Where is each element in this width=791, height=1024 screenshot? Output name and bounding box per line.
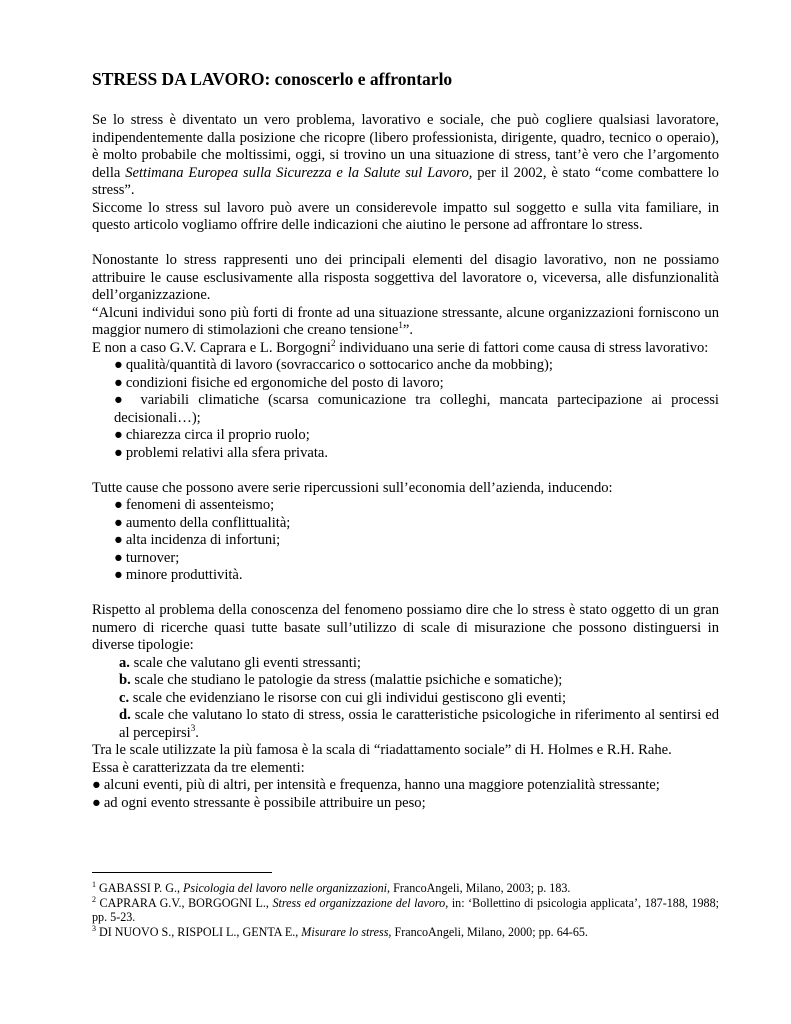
footnote-text: CAPRARA G.V., BORGOGNI L., xyxy=(96,895,273,910)
factors-list xyxy=(92,357,719,462)
causes-paragraph: Nonostante lo stress rappresenti uno dei principali elementi del disagio lavorativo, non ne possiamo attribuire le cause esclusivamente alla risposta soggettiva del lavoratore o, viceversa, alle disfunzionalità dell’organizzazione. xyxy=(92,252,719,303)
list-item-text: minore produttività. xyxy=(125,567,243,583)
list-letter: a. xyxy=(119,654,130,671)
footnote-title: Psicologia del lavoro nelle organizzazioni xyxy=(183,881,388,895)
list-item xyxy=(92,497,719,515)
list-item xyxy=(92,655,719,673)
purpose-paragraph: Siccome lo stress sul lavoro può avere un considerevole impatto sul soggetto e sulla vita familiare, in questo articolo vogliamo offrire delle indicazioni che aiutino le persone ad affrontare lo stress. xyxy=(92,199,719,233)
list-item-text: turnover; xyxy=(125,549,180,566)
list-item-text: scale che valutano gli eventi stressanti; xyxy=(129,654,361,671)
footnote-separator xyxy=(92,872,272,873)
list-item xyxy=(92,672,719,690)
footnote-2 xyxy=(92,896,719,925)
list-item xyxy=(92,567,719,585)
list-item xyxy=(92,532,719,550)
intro-text-end: per il 2002, è stato “come combattere lo stress”. xyxy=(92,164,719,198)
bullet-icon: ● xyxy=(114,497,123,513)
caprara-text: E non a caso G.V. Caprara e L. Borgogni xyxy=(92,339,331,356)
elements-intro: Essa è caratterizzata da tre elementi: xyxy=(92,759,305,776)
list-item-text: aumento della conflittualità; xyxy=(125,514,291,531)
consequences-paragraph: Tutte cause che possono avere serie ripercussioni sull’economia dell’azienda, inducendo: xyxy=(92,479,613,496)
list-item xyxy=(92,375,719,393)
list-item-text: ad ogni evento stressante è possibile attribuire un peso; xyxy=(103,794,426,811)
bullet-icon: ● xyxy=(114,532,123,548)
scales-list xyxy=(92,655,719,743)
bullet-icon: ● xyxy=(114,427,123,443)
footnote-text-end: , FrancoAngeli, Milano, 2003; p. 183. xyxy=(387,881,571,895)
document-body xyxy=(92,68,719,812)
list-item xyxy=(92,690,719,708)
bullet-icon: ● xyxy=(114,514,123,531)
list-item-text: fenomeni di assenteismo; xyxy=(125,497,275,513)
footnote-title: Misurare lo stress, xyxy=(301,924,392,939)
footnote-text-end: FrancoAngeli, Milano, 2000; pp. 64-65. xyxy=(391,924,588,939)
list-item xyxy=(92,707,719,742)
footnote-number: 3 xyxy=(92,923,96,933)
quote-text: “Alcuni individui sono più forti di fronte ad una situazione stressante, alcune organizzazioni forniscono un maggior numero di stimolazioni che creano tensione xyxy=(92,304,719,338)
list-item-text: chiarezza circa il proprio ruolo; xyxy=(125,427,310,443)
footnote-3 xyxy=(92,925,719,940)
bullet-icon: ● xyxy=(114,444,123,461)
list-item-text: scale che studiano le patologie da stress (malattie psichiche e somatiche); xyxy=(130,672,563,688)
bullet-icon: ● xyxy=(114,567,123,583)
intro-text: Se lo stress è diventato un vero problema, lavorativo e sociale, che può cogliere qualsiasi lavoratore, indipendentemente dalla posizione che ricopre (libero professionista, dirigente, quadro, tecnico o operaio), è molto probabile che moltissimi, oggi, si trovino un una situazione di stress, tant’è vero che l’argomento della xyxy=(92,112,719,181)
bullet-icon: ● xyxy=(114,374,123,391)
list-item-text: alta incidenza di infortuni; xyxy=(125,532,281,548)
footnote-ref-1: 1 xyxy=(398,320,403,331)
list-letter: b. xyxy=(119,672,131,688)
list-item xyxy=(92,795,719,813)
holmes-rahe-paragraph: Tra le scale utilizzate la più famosa è la scala di “riadattamento sociale” di H. Holmes e R.H. Rahe. xyxy=(92,742,672,758)
list-letter: d. xyxy=(119,707,131,723)
footnote-number: 1 xyxy=(92,879,96,889)
footnote-text: DI NUOVO S., RISPOLI L., GENTA E., xyxy=(96,924,302,939)
caprara-paragraph xyxy=(92,337,719,358)
list-item-end: . xyxy=(195,724,199,741)
intro-italic: Settimana Europea sulla Sicurezza e la Salute sul Lavoro, xyxy=(125,164,473,181)
list-item xyxy=(92,357,719,375)
bullet-icon: ● xyxy=(92,777,101,793)
list-item xyxy=(92,392,719,427)
bullet-icon: ● xyxy=(114,549,123,566)
list-item xyxy=(92,427,719,445)
effects-list xyxy=(92,497,719,585)
footnote-1 xyxy=(92,881,719,896)
bullet-icon: ● xyxy=(114,357,123,373)
list-item xyxy=(92,515,719,533)
footnotes xyxy=(92,872,719,939)
footnote-text: GABASSI P. G., xyxy=(96,881,184,895)
list-item-text: condizioni fisiche ed ergonomiche del posto di lavoro; xyxy=(125,374,444,391)
list-item xyxy=(92,550,719,568)
list-item-text: alcuni eventi, più di altri, per intensità e frequenza, hanno una maggiore potenzialità stressante; xyxy=(103,777,660,793)
list-item-text: scale che valutano lo stato di stress, ossia le caratteristiche psicologiche in riferimento al sentirsi ed al percepirsi xyxy=(119,707,719,741)
quote-paragraph xyxy=(92,305,719,340)
quote-end: ”. xyxy=(402,322,414,338)
list-item xyxy=(92,445,719,463)
intro-paragraph xyxy=(92,112,719,200)
list-item-text: variabili climatiche (scarsa comunicazione tra colleghi, mancata partecipazione ai processi decisionali…); xyxy=(114,392,719,426)
list-item xyxy=(92,777,719,795)
footnote-ref-3: 3 xyxy=(190,722,196,733)
document-title: STRESS DA LAVORO: conoscerlo e affrontarlo xyxy=(92,69,453,89)
footnote-title: Stress ed organizzazione del lavoro, xyxy=(272,895,449,910)
footnote-text-end: in: ‘Bollettino di psicologia applicata’, 187-188, 1988; pp. 5-23. xyxy=(92,895,719,924)
list-letter: c. xyxy=(119,689,130,706)
elements-list xyxy=(92,777,719,812)
list-item-text: qualità/quantità di lavoro (sovraccarico o sottocarico anche da mobbing); xyxy=(125,357,553,373)
research-paragraph: Rispetto al problema della conoscenza del fenomeno possiamo dire che lo stress è stato oggetto di un gran numero di ricerche quasi tutte basate sull’utilizzo di scale di misurazione che possono distinguersi in diverse tipologie: xyxy=(92,602,719,653)
list-item-text: problemi relativi alla sfera privata. xyxy=(125,444,329,461)
caprara-text-end: individuano una serie di fattori come causa di stress lavorativo: xyxy=(335,339,709,356)
footnote-number: 2 xyxy=(92,894,96,904)
bullet-icon: ● xyxy=(114,392,129,408)
list-item-text: scale che evidenziano le risorse con cui gli individui gestiscono gli eventi; xyxy=(129,689,567,706)
bullet-icon: ● xyxy=(92,794,101,811)
footnote-ref-2: 2 xyxy=(331,337,336,348)
